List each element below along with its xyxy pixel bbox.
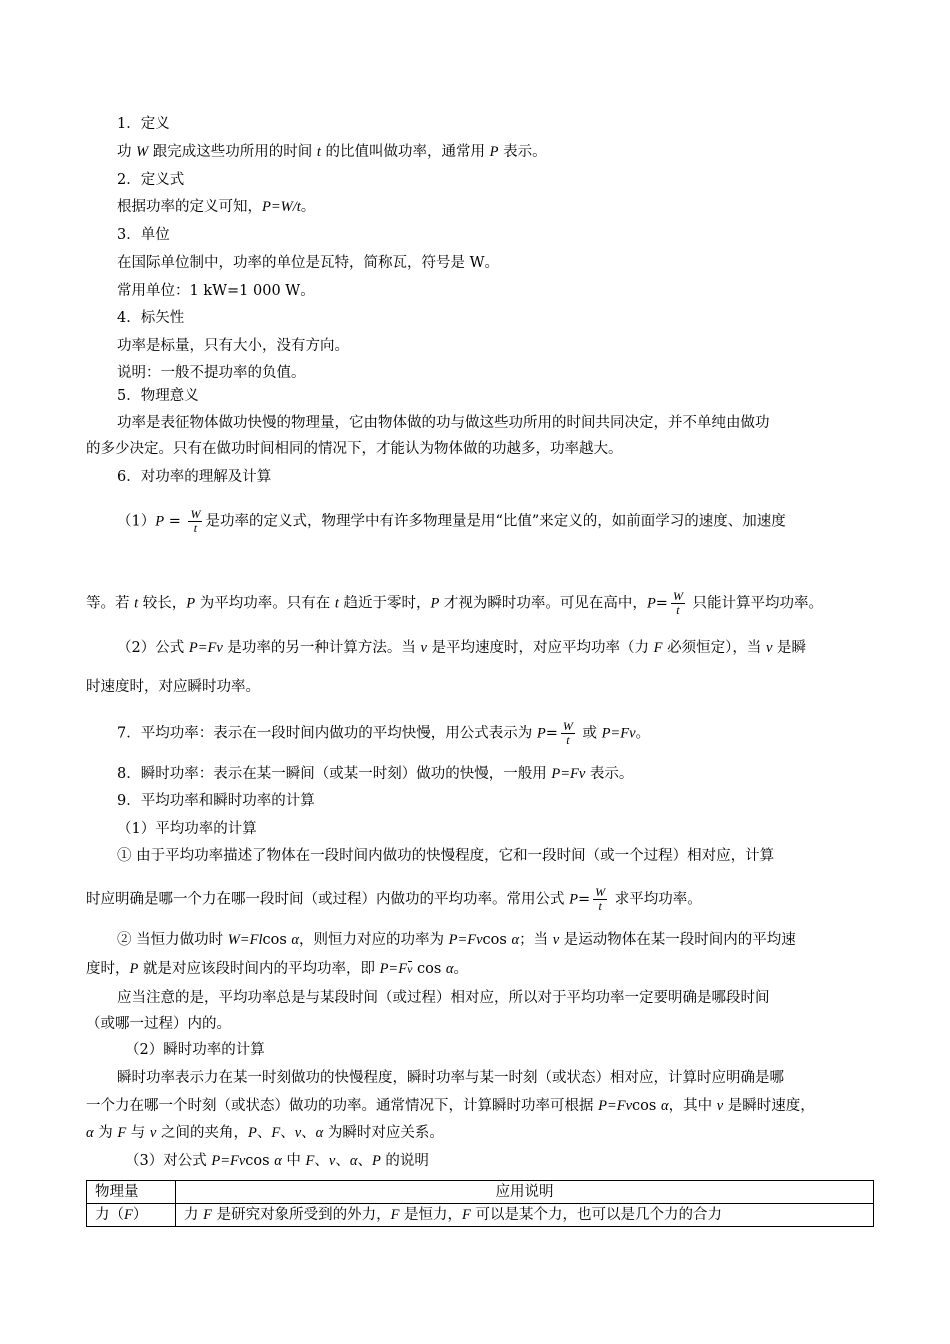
table-cell-description: 力 F 是研究对象所受到的外力，F 是恒力，F 可以是某个力，也可以是几个力的合力 (176, 1204, 874, 1227)
instant-calc-line-2: 一个力在哪一个时刻（或状态）做功的功率。通常情况下，计算瞬时功率可根据 P=Fvcos α，其中 v 是瞬时速度， (86, 1098, 815, 1114)
meaning-line-1: 功率是表征物体做功快慢的物理量，它由物体做的功与做这些功所用的时间共同决定，并不单纯由做功 (117, 415, 770, 431)
instant-calc-line-3: α 为 F 与 v 之间的夹角，P、F、v、α 为瞬时对应关系。 (86, 1125, 444, 1141)
table-row (87, 1204, 874, 1227)
formula-text: 根据功率的定义可知，P=W/t。 (117, 199, 316, 215)
unit-text: 在国际单位制中，功率的单位是瓦特，简称瓦，符号是 W。 (117, 255, 500, 271)
table-cell-quantity: 力（F） (87, 1204, 176, 1227)
fraction-w-over-t: $\frac{W}{t}$ (595, 885, 606, 913)
heading-scalar: 4．标矢性 (117, 310, 185, 326)
scalar-text: 功率是标量，只有大小，没有方向。 (117, 338, 349, 354)
subheading-average: （1）平均功率的计算 (117, 821, 257, 837)
heading-understanding: 6．对功率的理解及计算 (117, 469, 272, 485)
table-header-description: 应用说明 (176, 1181, 874, 1204)
table-header-quantity: 物理量 (87, 1181, 176, 1204)
heading-meaning: 5．物理意义 (117, 388, 199, 404)
fraction-w-over-t: $\frac{W}{t}$ (672, 589, 683, 617)
average-calc-line-2: 时应明确是哪一个力在哪一段时间（或过程）内做功的平均功率。常用公式 P= $\frac{W}{t}$ 求平均功率。 (86, 885, 702, 913)
understanding-p1-line-1: （1）P = $\frac{W}{t}$ 是功率的定义式，物理学中有许多物理量是用“比值”来定义的，如前面学习的速度、加速度 (117, 507, 786, 535)
constant-force-line-1: ② 当恒力做功时 W=Flcos α，则恒力对应的功率为 P=Fvcos α；当 v 是运动物体在某一段时间内的平均速 (117, 932, 796, 948)
unit-common-text: 常用单位：1 kW=1 000 W。 (117, 283, 315, 299)
average-calc-line-1: ① 由于平均功率描述了物体在一段时间内做功的快慢程度，它和一段时间（或一个过程）相对应，计算 (117, 848, 775, 864)
understanding-p2-line-2: 时速度时，对应瞬时功率。 (86, 679, 260, 695)
heading-calculation: 9．平均功率和瞬时功率的计算 (117, 793, 315, 809)
heading-unit: 3．单位 (117, 227, 170, 243)
average-note-line-2: （或哪一过程）内的。 (86, 1016, 231, 1032)
scalar-note: 说明：一般不提功率的负值。 (117, 365, 306, 381)
subheading-formula-notes: （3）对公式 P=Fvcos α 中 F、v、α、P 的说明 (125, 1153, 429, 1169)
v-bar-symbol: v (407, 959, 412, 979)
subheading-instant: （2）瞬时功率的计算 (125, 1042, 265, 1058)
heading-definition: 1．定义 (117, 116, 170, 132)
heading-formula: 2．定义式 (117, 172, 185, 188)
average-note-line-1: 应当注意的是，平均功率总是与某段时间（或过程）相对应，所以对于平均功率一定要明确是哪段时间 (117, 990, 770, 1006)
understanding-p2-line-1: （2）公式 P=Fv 是功率的另一种计算方法。当 v 是平均速度时，对应平均功率（力 F 必须恒定），当 v 是瞬 (117, 640, 807, 656)
average-power-definition: 7．平均功率：表示在一段时间内做功的平均快慢，用公式表示为 P= $\frac{W}{t}$ 或 P=Fv。 (117, 719, 651, 747)
understanding-p1-line-2: 等。若 t 较长，P 为平均功率。只有在 t 趋近于零时，P 才视为瞬时功率。可见在高中，P= $\frac{W}{t}$ 只能计算平均功率。 (86, 589, 824, 617)
fraction-w-over-t: $\frac{W}{t}$ (562, 719, 573, 747)
fraction-w-over-t: $\frac{W}{t}$ (190, 507, 201, 535)
constant-force-line-2: 度时，P 就是对应该段时间内的平均功率，即 P=Fv cos α。 (86, 961, 469, 977)
definition-text: 功 W 跟完成这些功所用的时间 t 的比值叫做功率，通常用 P 表示。 (117, 144, 547, 160)
meaning-line-2: 的多少决定。只有在做功时间相同的情况下，才能认为物体做的功越多，功率越大。 (86, 441, 623, 457)
instant-power-definition: 8．瞬时功率：表示在某一瞬间（或某一时刻）做功的快慢，一般用 P=Fv 表示。 (117, 766, 634, 782)
table-header-row (87, 1181, 874, 1204)
instant-calc-line-1: 瞬时功率表示力在某一时刻做功的快慢程度，瞬时功率与某一时刻（或状态）相对应，计算时应明确是哪 (117, 1070, 784, 1086)
formula-notes-table (86, 1180, 874, 1227)
